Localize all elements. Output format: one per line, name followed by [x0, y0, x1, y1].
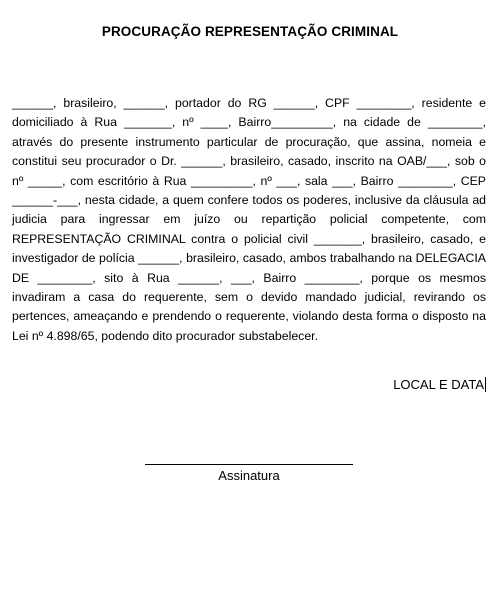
- document-title: PROCURAÇÃO REPRESENTAÇÃO CRIMINAL: [101, 24, 399, 39]
- local-and-date-label: LOCAL E DATA: [393, 377, 484, 392]
- signature-label: Assinatura: [218, 468, 280, 483]
- document-body: [12, 94, 486, 346]
- local-and-date-block: [393, 377, 486, 392]
- procuration-paragraph: ______, brasileiro, ______, portador do RG ______, CPF ________, residente e domiciliado à Rua _______, nº ____, Bairro_________, na cidade de ________, através do presente instrumento particular de procuração, que assina, nomeia e constitui seu procurador o Dr. ______, brasileiro, casado, inscrito na OAB/___, sob o nº _____, com escritório à Rua _________, nº ___, sala ___, Bairro ________, CEP ______-___, nesta cidade, a quem confere todos os poderes, inclusive da cláusula ad judicia para ingressar em juízo ou repartição policial competente, com REPRESENTAÇÃO CRIMINAL contra o policial civil _______, brasileiro, casado, e investigador de polícia ______, brasileiro, casado, ambos trabalhando na DELEGACIA DE ________, sito à Rua ______, ___, Bairro ________, porque os mesmos invadiram a casa do requerente, sem o devido mandado judicial, revirando os pertences, ameaçando e prendendo o requerente, violando desta forma o disposto na Lei nº 4.898/65, podendo dito procurador substabelecer.: [12, 96, 486, 343]
- signature-line: [145, 464, 353, 465]
- text-cursor: [485, 377, 486, 392]
